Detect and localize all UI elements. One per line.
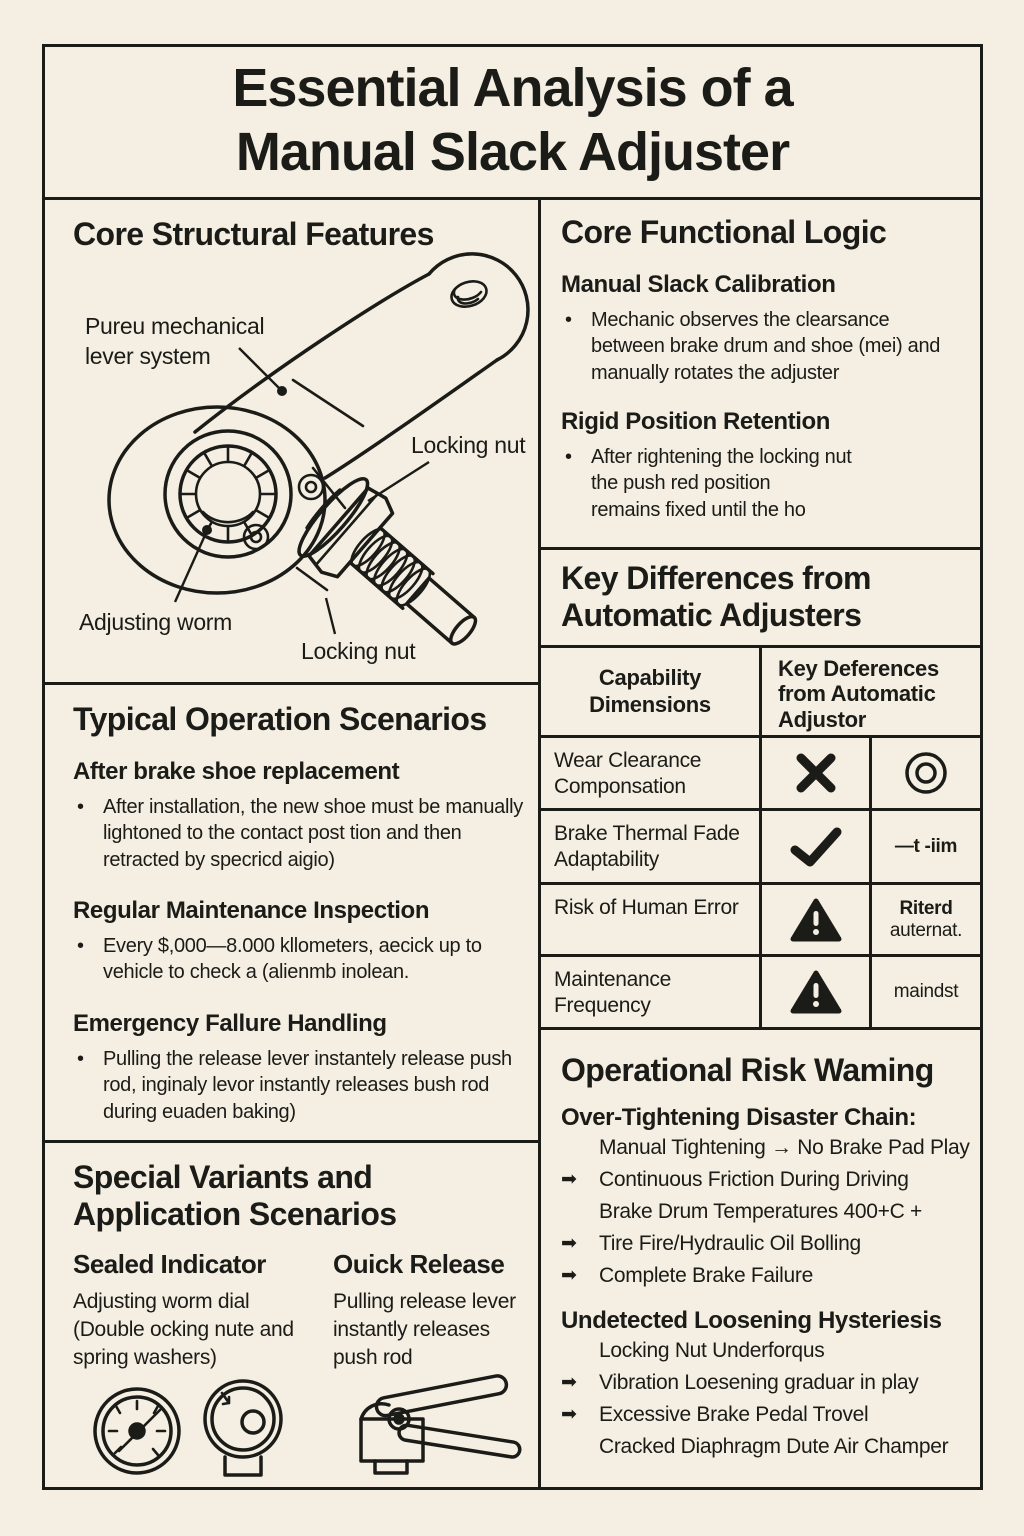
chain2-title: Undetected Loosening Hysteriesis xyxy=(561,1306,942,1334)
scenario-title-shoe-replacement: After brake shoe replacement xyxy=(73,757,400,785)
functional-heading: Core Functional Logic xyxy=(561,214,887,250)
label-adjusting-worm: Adjusting worm xyxy=(79,609,233,635)
table-cell-note: Riterd auternat. xyxy=(872,885,980,954)
arrow-right-icon: ➡ xyxy=(561,1403,577,1425)
operation-scenarios-panel xyxy=(42,682,541,1143)
sealed-indicator-title: Sealed Indicator xyxy=(73,1249,266,1279)
scenario-bullet: • Every $,000—8.000 kllometers, aecick up to vehicle to check a (alienmb inolean. xyxy=(73,933,524,986)
key-differences-heading-panel xyxy=(538,547,983,648)
chain-item: Manual Tightening → No Brake Pad Play xyxy=(599,1135,970,1159)
table-row-dimension: Brake Thermal Fade Adaptability xyxy=(541,811,759,882)
bullet-icon: • xyxy=(565,308,572,331)
arrow-right-icon: ➡ xyxy=(561,1232,577,1254)
chain-item: ➡ Tire Fire/Hydraulic Oil Bolling xyxy=(561,1228,970,1260)
chain-item: ➡ Excessive Brake Pedal Trovel xyxy=(561,1399,970,1431)
table-row-dimension: Maintenance Frequency xyxy=(541,957,759,1027)
core-structural-features-panel xyxy=(42,197,541,685)
calibration-bullet: • Mechanic observes the clearsance between brake drum and shoe (mei) and manually rotates the adjuster xyxy=(561,307,968,386)
page-title-line1: Essential Analysis of a xyxy=(232,58,793,118)
label-lever-system-line1: Pureu mechanical xyxy=(85,313,265,339)
calibration-title: Manual Slack Calibration xyxy=(561,270,836,298)
bullet-icon: • xyxy=(77,934,84,957)
table-row-dimension: Wear Clearance Componsation xyxy=(541,738,759,808)
label-locking-nut-bottom: Locking nut xyxy=(301,638,416,664)
sealed-indicator-block xyxy=(73,1249,325,1372)
bullet-icon: • xyxy=(565,445,572,468)
quick-release-body: Pulling release lever instantly releases push rod xyxy=(333,1290,516,1369)
sealed-indicator-body: Adjusting worm dial (Double ocking nute and spring washers) xyxy=(73,1290,294,1369)
comparison-table xyxy=(541,648,980,1027)
table-row-dimension: Risk of Human Error xyxy=(541,885,759,954)
label-locking-nut-top: Locking nut xyxy=(411,432,526,458)
bullet-icon: • xyxy=(77,1047,84,1070)
quick-release-lever-icon xyxy=(361,1374,521,1473)
risk-heading: Operational Risk Waming xyxy=(561,1052,934,1088)
retention-title: Rigid Position Retention xyxy=(561,407,831,435)
column-header-dimensions: Capability Dimensions xyxy=(541,648,759,735)
chain1-title: Over-Tightening Disaster Chain: xyxy=(561,1103,917,1131)
arrow-right-icon: ➡ xyxy=(561,1264,577,1286)
scenario-bullet: • After installation, the new shoe must be manually lightoned to the contact post tion and then retracted by specricd aigio) xyxy=(73,794,524,873)
column-header-comparison: Key Deferences from Automatic Adjustor xyxy=(762,648,980,735)
operational-risk-panel xyxy=(538,1027,983,1490)
page-title-line2: Manual Slack Adjuster xyxy=(235,121,790,182)
chain-item: ➡ Continuous Friction During Driving xyxy=(561,1164,970,1196)
warning-triangle-icon xyxy=(762,885,869,954)
retention-bullet: • After rightening the locking nut the push red position remains fixed until the ho xyxy=(561,444,968,523)
chain-item: ➡ Complete Brake Failure xyxy=(561,1260,970,1292)
chain-item: Locking Nut Underforqus xyxy=(599,1338,825,1362)
label-lever-system-line2: lever system xyxy=(85,343,211,369)
x-mark-icon xyxy=(762,738,869,808)
slack-adjuster-diagram xyxy=(45,200,538,682)
arrow-right-icon: ➡ xyxy=(561,1168,577,1190)
warning-triangle-icon xyxy=(762,957,869,1027)
scenario-title-emergency: Emergency Fallure Handling xyxy=(73,1009,387,1037)
bullet-icon: • xyxy=(77,795,84,818)
chain-item: ➡ Vibration Loesening graduar in play xyxy=(561,1367,970,1399)
scenario-title-maintenance: Regular Maintenance Inspection xyxy=(73,896,430,924)
differences-heading: Key Differences from Automatic Adjusters xyxy=(561,560,871,633)
special-variants-panel xyxy=(42,1140,541,1490)
table-cell-note: —t -iim xyxy=(872,811,980,882)
variant-icons xyxy=(59,1367,529,1485)
title-panel xyxy=(42,44,983,200)
worm-housing-drawing xyxy=(109,407,345,593)
pressure-gauge-icon xyxy=(95,1389,179,1473)
comparison-table-panel xyxy=(538,645,983,1030)
structural-heading: Core Structural Features xyxy=(73,216,434,252)
arrow-right-icon: ➡ xyxy=(561,1371,577,1393)
variants-heading: Special Variants and Application Scenarios xyxy=(73,1159,397,1232)
operations-heading: Typical Operation Scenarios xyxy=(73,701,487,737)
scenario-bullet: • Pulling the release lever instantely release push rod, inginaly levor instantly releases bush rod during euaden baking) xyxy=(73,1046,524,1125)
table-cell-note: maindst xyxy=(872,957,980,1027)
double-circle-icon xyxy=(872,738,980,808)
dial-indicator-icon xyxy=(205,1381,281,1475)
quick-release-block xyxy=(333,1249,533,1372)
chain-item: Brake Drum Temperatures 400+C + xyxy=(599,1199,922,1223)
check-mark-icon xyxy=(762,811,869,882)
quick-release-title: Ouick Release xyxy=(333,1249,505,1279)
chain-item: Cracked Diaphragm Dute Air Champer xyxy=(599,1434,949,1458)
core-functional-logic-panel xyxy=(538,197,983,550)
